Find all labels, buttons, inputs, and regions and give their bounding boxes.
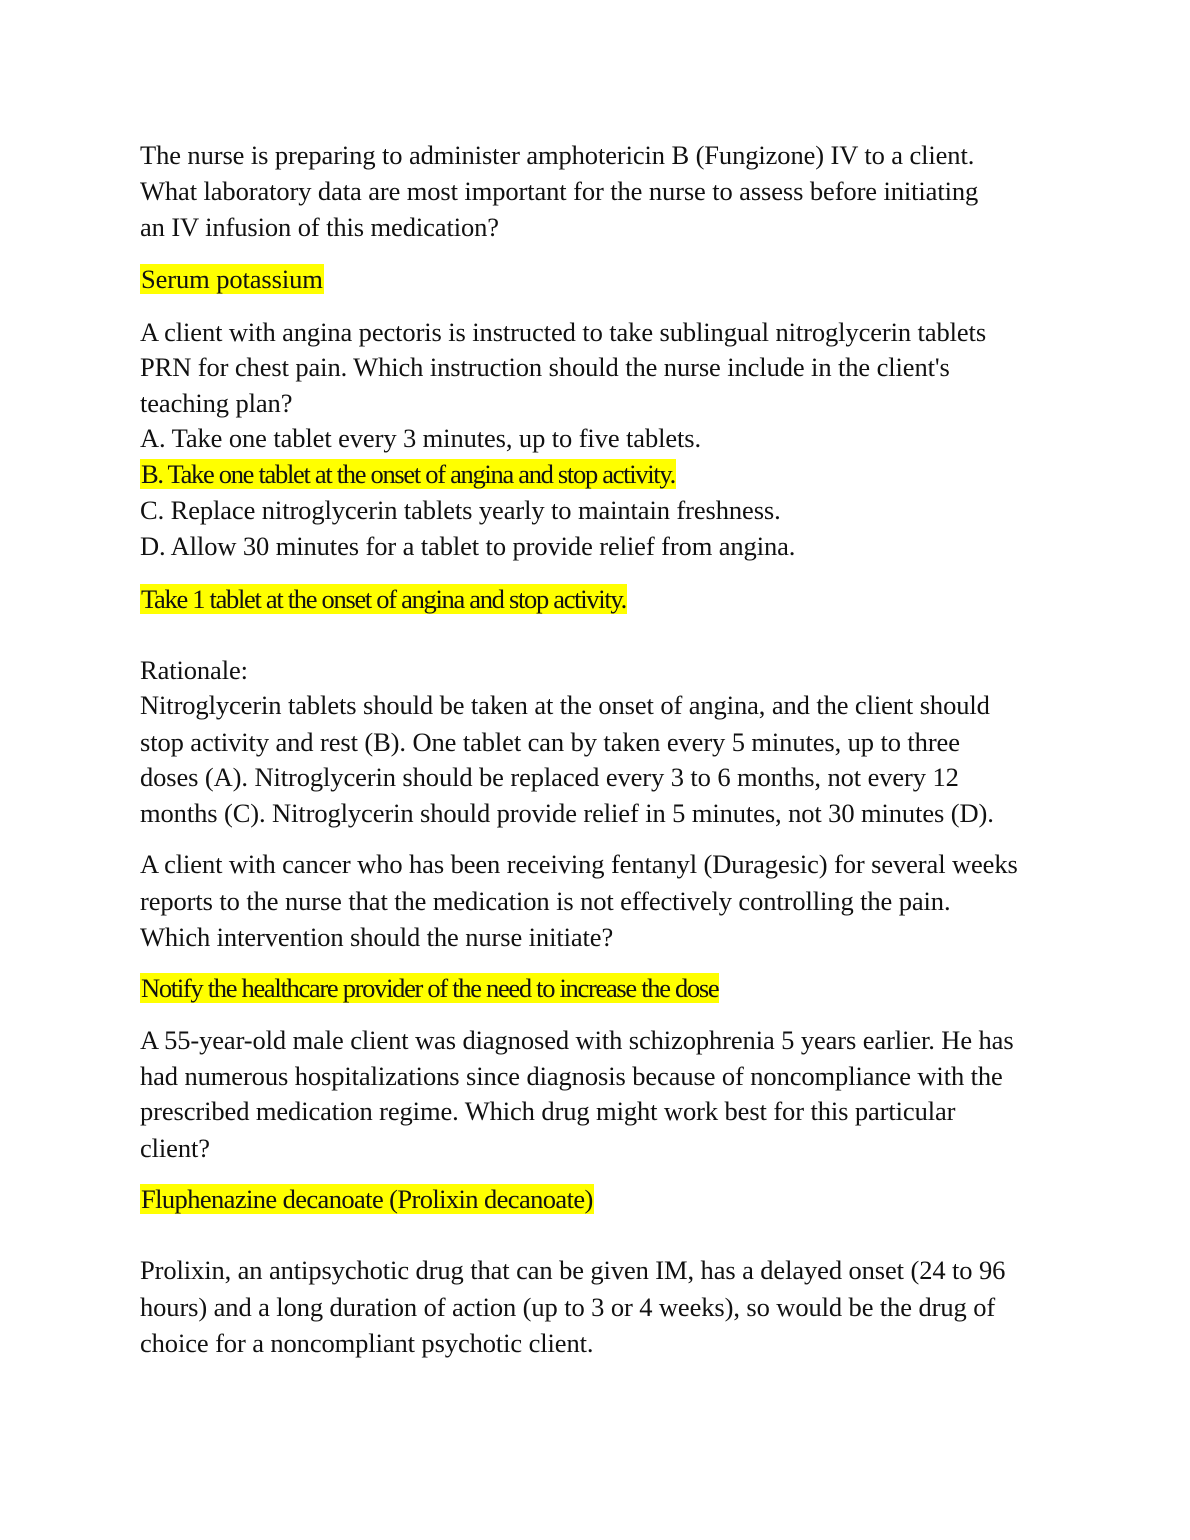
explanation-line: Prolixin, an antipsychotic drug that can be given IM, has a delayed onset (24 to 96	[140, 1255, 1006, 1285]
explanation-line: hours) and a long duration of action (up to 3 or 4 weeks), so would be the drug of	[140, 1292, 996, 1322]
question-line: had numerous hospitalizations since diagnosis because of noncompliance with the	[140, 1061, 1003, 1091]
rationale-heading: Rationale:	[140, 655, 248, 685]
option-c: C. Replace nitroglycerin tablets yearly to maintain freshness.	[140, 495, 781, 525]
answer-line	[140, 581, 627, 617]
rationale-line: Nitroglycerin tablets should be taken at the onset of angina, and the client should	[140, 690, 990, 720]
question-line: PRN for chest pain. Which instruction should the nurse include in the client's	[140, 352, 950, 382]
option-b	[140, 456, 676, 492]
question-line: prescribed medication regime. Which drug might work best for this particular	[140, 1096, 956, 1126]
rationale-line: stop activity and rest (B). One tablet can by taken every 5 minutes, up to three	[140, 727, 960, 757]
highlighted-option: B. Take one tablet at the onset of angina and stop activity.	[141, 459, 675, 489]
question-line: teaching plan?	[140, 388, 293, 418]
rationale-line: months (C). Nitroglycerin should provide relief in 5 minutes, not 30 minutes (D).	[140, 798, 994, 828]
question-line: A client with angina pectoris is instructed to take sublingual nitroglycerin tablets	[140, 317, 987, 347]
highlighted-answer: Fluphenazine decanoate (Prolixin decanoate)	[141, 1184, 593, 1214]
highlighted-answer: Serum potassium	[141, 264, 323, 294]
option-d: D. Allow 30 minutes for a tablet to provide relief from angina.	[140, 531, 796, 561]
question-line: an IV infusion of this medication?	[140, 212, 499, 242]
highlighted-answer: Notify the healthcare provider of the need to increase the dose	[141, 973, 719, 1003]
question-line: Which intervention should the nurse initiate?	[140, 922, 614, 952]
highlighted-answer: Take 1 tablet at the onset of angina and stop activity.	[141, 584, 626, 614]
answer-line	[140, 261, 324, 297]
question-line: client?	[140, 1133, 210, 1163]
answer-line	[140, 970, 719, 1006]
question-line: The nurse is preparing to administer amphotericin B (Fungizone) IV to a client.	[140, 140, 975, 170]
question-line: A 55-year-old male client was diagnosed with schizophrenia 5 years earlier. He has	[140, 1025, 1014, 1055]
answer-line	[140, 1181, 594, 1217]
question-line: What laboratory data are most important for the nurse to assess before initiating	[140, 176, 979, 206]
rationale-line: doses (A). Nitroglycerin should be replaced every 3 to 6 months, not every 12	[140, 762, 959, 792]
option-a: A. Take one tablet every 3 minutes, up to five tablets.	[140, 423, 702, 453]
question-line: reports to the nurse that the medication is not effectively controlling the pain.	[140, 886, 951, 916]
question-line: A client with cancer who has been receiving fentanyl (Duragesic) for several weeks	[140, 849, 1018, 879]
explanation-line: choice for a noncompliant psychotic client.	[140, 1328, 594, 1358]
